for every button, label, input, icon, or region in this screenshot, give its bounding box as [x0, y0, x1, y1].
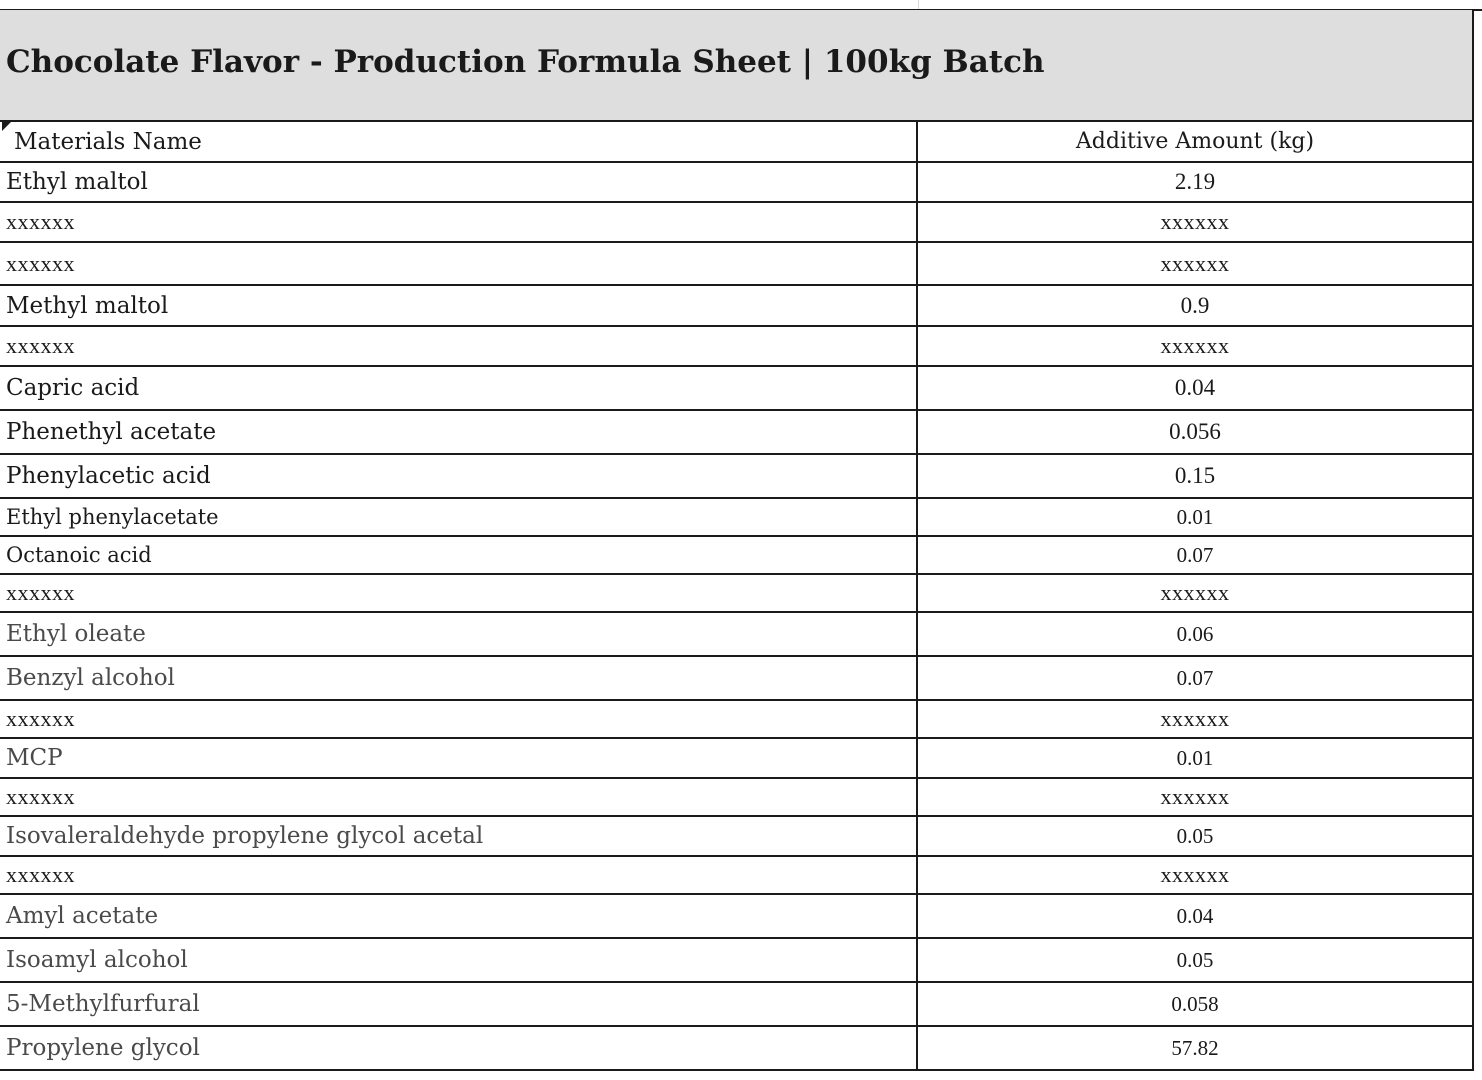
material-name-cell[interactable]: Amyl acetate [0, 895, 918, 937]
amount-cell[interactable]: 57.82 [1171, 1035, 1219, 1060]
table-row [0, 537, 1474, 575]
amount-cell[interactable]: 0.04 [1176, 903, 1214, 928]
table-row [0, 411, 1474, 455]
table-row [0, 575, 1474, 613]
table-row [0, 327, 1474, 367]
amount-cell[interactable]: xxxxxx [1160, 209, 1230, 234]
amount-cell[interactable]: 0.04 [1174, 375, 1216, 400]
table-row [0, 983, 1474, 1027]
amount-cell[interactable]: 0.9 [1180, 292, 1210, 318]
table-row [0, 779, 1474, 817]
amount-cell[interactable]: 2.19 [1174, 169, 1216, 194]
sheet-title: Chocolate Flavor - Production Formula Sheet | 100kg Batch [6, 44, 1045, 80]
table-row [0, 367, 1474, 411]
amount-cell[interactable]: 0.07 [1176, 665, 1214, 690]
amount-cell[interactable]: xxxxxx [1160, 580, 1230, 605]
material-name-cell[interactable]: xxxxxx [0, 575, 918, 611]
amount-cell[interactable]: 0.05 [1176, 947, 1214, 972]
table-row [0, 163, 1474, 203]
amount-cell[interactable]: 0.07 [1176, 542, 1214, 567]
table-row [0, 817, 1474, 857]
table-row [0, 739, 1474, 779]
material-name-cell[interactable]: 5-Methylfurfural [0, 983, 918, 1025]
material-name-cell[interactable]: Capric acid [0, 367, 918, 409]
material-name-cell[interactable]: Octanoic acid [0, 537, 918, 573]
amount-cell[interactable]: 0.01 [1176, 745, 1214, 770]
material-name-cell[interactable]: xxxxxx [0, 701, 918, 737]
table-row [0, 286, 1474, 327]
table-row [0, 243, 1474, 286]
material-name-cell[interactable]: xxxxxx [0, 327, 918, 365]
material-name-cell[interactable]: Isovaleraldehyde propylene glycol acetal [0, 817, 918, 855]
amount-cell[interactable]: xxxxxx [1160, 706, 1230, 731]
table-row [0, 939, 1474, 983]
material-name-cell[interactable]: Propylene glycol [0, 1027, 918, 1069]
material-name-cell[interactable]: MCP [0, 739, 918, 777]
material-name-cell[interactable]: xxxxxx [0, 243, 918, 284]
title-cell[interactable] [0, 10, 1474, 122]
amount-cell[interactable]: 0.01 [1176, 504, 1214, 529]
table-row [0, 1027, 1474, 1071]
amount-cell[interactable]: xxxxxx [1160, 333, 1230, 358]
table-row [0, 499, 1474, 537]
table-row [0, 857, 1474, 895]
material-name-cell[interactable]: Ethyl maltol [0, 163, 918, 201]
amount-cell[interactable]: xxxxxx [1160, 862, 1230, 887]
amount-cell[interactable]: 0.06 [1176, 621, 1214, 646]
material-name-cell[interactable]: Isoamyl alcohol [0, 939, 918, 981]
table-row [0, 895, 1474, 939]
table-row [0, 613, 1474, 657]
column-divider [918, 0, 919, 9]
amount-cell[interactable]: 0.15 [1174, 463, 1216, 488]
cell-comment-indicator-icon [2, 122, 11, 131]
amount-cell[interactable]: 0.056 [1169, 419, 1221, 444]
amount-cell[interactable]: xxxxxx [1160, 784, 1230, 809]
table-row [0, 203, 1474, 243]
material-name-cell[interactable]: Methyl maltol [0, 286, 918, 325]
table-row [0, 701, 1474, 739]
amount-cell[interactable]: 0.05 [1176, 823, 1214, 848]
material-name-cell[interactable]: xxxxxx [0, 779, 918, 815]
material-name-cell[interactable]: Ethyl oleate [0, 613, 918, 655]
material-name-cell[interactable]: xxxxxx [0, 203, 918, 241]
material-name-cell[interactable]: Benzyl alcohol [0, 657, 918, 699]
material-name-cell[interactable]: Ethyl phenylacetate [0, 499, 918, 535]
material-name-cell[interactable]: Phenethyl acetate [0, 411, 918, 453]
material-name-cell[interactable]: Phenylacetic acid [0, 455, 918, 497]
table-row [0, 455, 1474, 499]
header-additive-amount[interactable]: Additive Amount (kg) [1075, 129, 1315, 154]
material-name-cell[interactable]: xxxxxx [0, 857, 918, 893]
amount-cell[interactable]: 0.058 [1171, 991, 1219, 1016]
amount-cell[interactable]: xxxxxx [1160, 250, 1230, 276]
table-header-row [0, 122, 1474, 163]
header-materials-name[interactable]: Materials Name [0, 122, 918, 161]
table-row [0, 657, 1474, 701]
formula-table [0, 122, 1474, 1071]
